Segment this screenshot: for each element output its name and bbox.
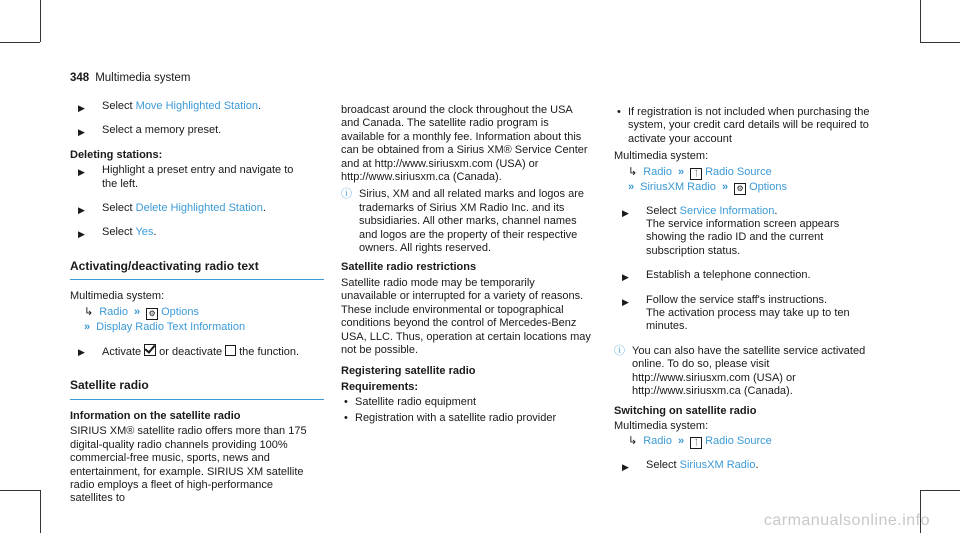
menu-link[interactable]: Radio Source [705,435,772,448]
step-arrow-icon: ▶ [78,229,85,240]
step-arrow-icon: ▶ [78,127,85,138]
column-3 [614,104,874,484]
menu-link[interactable]: SiriusXM Radio [679,459,756,472]
path-arrow-icon: ↳ [84,305,94,318]
section-heading: Activating/deactivating radio text [70,252,324,280]
menu-link[interactable]: Display Radio Text Information [96,320,246,333]
menu-link[interactable]: Delete Highlighted Station [135,202,263,215]
ms-label: Multimedia system: [70,290,165,303]
list-item: • Registration with a satellite radio provider [341,412,593,425]
crop-mark [920,490,960,491]
antenna-icon: ᛙ [690,437,702,449]
step-arrow-icon: ▶ [78,347,85,358]
ms-label: Multimedia system: [614,419,709,432]
menu-path [614,435,874,449]
menu-link[interactable]: Service Information [679,204,775,217]
step: ▶ Establish a telephone connection. [614,269,874,282]
crop-mark [40,0,41,42]
subheading: Requirements: [341,380,419,393]
step-arrow-icon: ▶ [622,462,629,473]
checkbox-empty-icon [225,345,236,356]
note: ⓘ You can also have the satellite service activated online. To do so, please visit http://www.siriusxm.com (USA) or http://www.siriusxm.ca (Canada). [614,344,866,398]
subheading: Switching on satellite radio [614,404,757,417]
menu-link[interactable]: SiriusXM Radio [640,180,716,193]
menu-link[interactable]: Yes [135,226,154,239]
subheading: Information on the satellite radio [70,409,241,422]
step-arrow-icon: ▶ [622,272,629,283]
body-text: broadcast around the clock throughout the USA and Canada. The satellite radio program is available for a monthly fee. Information about this can be obtained from a Sirius XM® Service Center and at http://www.siriusxm.com (USA) or http://www.siriusxm.ca (Canada). [341,104,588,184]
menu-link[interactable]: Options [749,180,787,193]
path-arrow-icon: ↳ [628,435,638,448]
double-chevron-icon: » [721,180,729,193]
subheading: Deleting stations: [70,148,163,161]
watermark: carmanualsonline.info [763,511,930,529]
step-arrow-icon: ▶ [622,207,629,218]
double-chevron-icon: » [677,165,685,178]
step: ▶ Activate or deactivate the function. [78,346,300,359]
page-section: Multimedia system [95,72,191,84]
crop-mark [920,42,960,43]
path-arrow-icon: ↳ [628,165,638,178]
crop-mark [0,490,40,491]
step: ▶ Highlight a preset entry and navigate to the left. [78,164,294,190]
gear-icon: ⚙ [146,308,158,320]
body-text: Satellite radio mode may be temporarily unavailable or interrupted for a variety of reasons. These include environmental or topographical conditions beyond the control of Mercedes-Benz USA, LLC. Thus, operation at certain locations may not be possible. [341,276,591,356]
body-text: SIRIUS XM® satellite radio offers more than 175 digital-quality radio channels providing 100% commercial-free music, sports, news and entertainment, for example. SIRIUS XM satellite radio employs a fleet of high-performance satellites to [70,425,307,505]
menu-path [614,166,874,180]
gear-icon: ⚙ [734,183,746,195]
crop-mark [0,42,40,43]
double-chevron-icon: » [133,305,141,318]
column-2 [341,104,593,427]
step: ▶ Select a memory preset. [70,124,310,137]
step-arrow-icon: ▶ [78,103,85,113]
menu-path [70,321,310,334]
step: ▶ Select SiriusXM Radio. [614,459,874,472]
crop-mark [920,0,921,42]
step: ▶ Select Move Highlighted Station. [70,100,310,113]
list-item: • If registration is not included when purchasing the system, your credit card details will be required to activate your account [614,106,874,146]
list-item: • Satellite radio equipment [341,396,593,409]
menu-link[interactable]: Radio [643,165,672,178]
column-1 [70,100,310,508]
step-arrow-icon: ▶ [78,205,85,216]
step-arrow-icon: ▶ [622,296,629,307]
antenna-icon: ᛙ [690,168,702,180]
double-chevron-icon: » [628,180,635,193]
menu-link[interactable]: Move Highlighted Station [135,100,258,112]
menu-link[interactable]: Radio [99,305,128,318]
menu-link[interactable]: Radio Source [705,165,772,178]
double-chevron-icon: » [677,435,685,448]
step: ▶ Select Yes. [70,226,310,239]
step: ▶ Select Service Information. The service information screen appears showing the radio ID and the current subscription status. [622,204,840,257]
ms-label: Multimedia system: [614,150,709,163]
page-header [70,72,190,85]
subheading: Satellite radio restrictions [341,261,477,274]
checkbox-checked-icon [144,344,156,356]
section-heading: Satellite radio [70,371,324,399]
menu-link[interactable]: Radio [643,435,672,448]
note: ⓘ Sirius, XM and all related marks and logos are trademarks of Sirius XM Radio Inc. and its subsidiaries. All other marks, channel names and logos are the property of their respective owners. All rights reserved. [341,188,584,255]
menu-link[interactable]: Options [161,305,200,318]
info-icon: ⓘ [614,344,625,357]
crop-mark [40,490,41,533]
page-number: 348 [70,72,90,84]
step: ▶ Select Delete Highlighted Station. [70,202,310,215]
menu-path [614,181,874,195]
step-arrow-icon: ▶ [78,167,85,178]
subheading: Registering satellite radio [341,365,476,378]
step: ▶ Follow the service staff's instructions. The activation process may take up to ten minutes. [622,293,850,333]
menu-path [70,306,310,320]
info-icon: ⓘ [341,188,352,201]
double-chevron-icon: » [84,320,91,333]
